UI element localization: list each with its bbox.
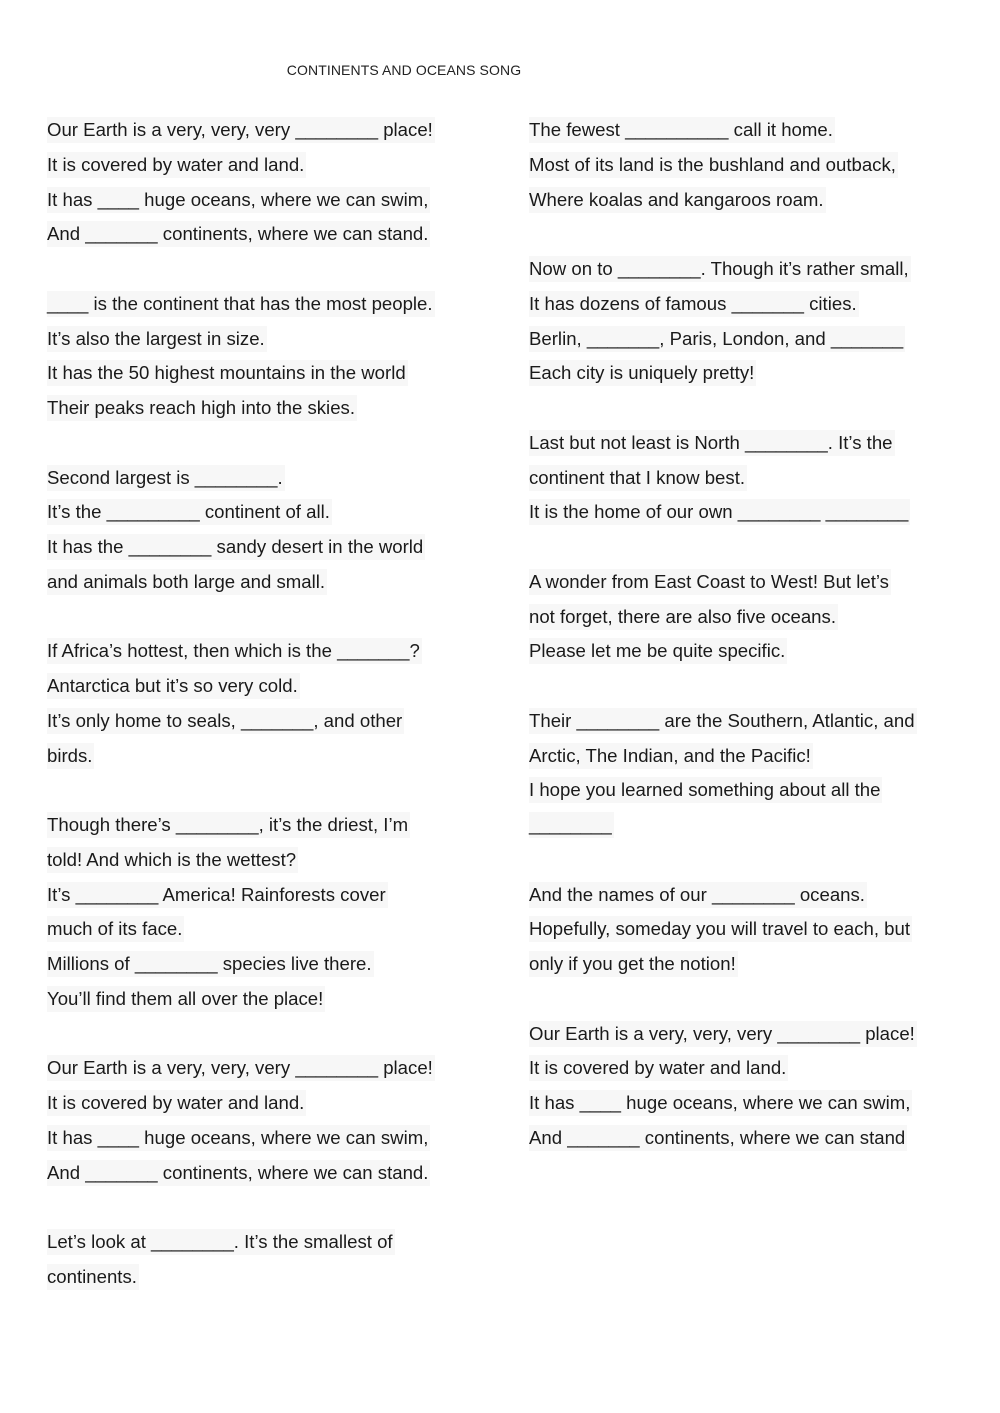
fill-in-blank-line[interactable]: And _______ continents, where we can stand.	[47, 221, 430, 247]
fill-in-blank-line[interactable]: It has ____ huge oceans, where we can swim,	[47, 187, 430, 213]
fill-in-blank-line[interactable]: Our Earth is a very, very, very ________ place!	[529, 1021, 917, 1047]
fill-in-blank-line[interactable]: Our Earth is a very, very, very ________ place!	[47, 117, 435, 143]
lyric-line: It is covered by water and land.	[47, 1090, 306, 1116]
lyric-line: I hope you learned something about all the	[529, 777, 882, 803]
lyric-line: not forget, there are also five oceans.	[529, 604, 838, 630]
lyric-line: and animals both large and small.	[47, 569, 327, 595]
lyric-line: Arctic, The Indian, and the Pacific!	[529, 743, 813, 769]
lyric-line: It’s also the largest in size.	[47, 326, 267, 352]
fill-in-blank-line[interactable]: And the names of our ________ oceans.	[529, 882, 867, 908]
fill-in-blank-line[interactable]: Now on to ________. Though it’s rather small,	[529, 256, 911, 282]
lyric-line: It is covered by water and land.	[529, 1055, 788, 1081]
lyric-line: Their peaks reach high into the skies.	[47, 395, 357, 421]
lyric-line: only if you get the notion!	[529, 951, 738, 977]
fill-in-blank-line[interactable]: The fewest __________ call it home.	[529, 117, 835, 143]
lyric-line	[529, 986, 531, 1012]
lyric-line: Please let me be quite specific.	[529, 638, 787, 664]
lyric-line	[529, 847, 531, 873]
fill-in-blank-line[interactable]: It’s only home to seals, _______, and other	[47, 708, 404, 734]
fill-in-blank-line[interactable]: Millions of ________ species live there.	[47, 951, 374, 977]
lyric-line	[529, 673, 531, 699]
fill-in-blank-line[interactable]: Our Earth is a very, very, very ________ place!	[47, 1055, 435, 1081]
fill-in-blank-line[interactable]: ________	[529, 812, 614, 838]
worksheet-title: CONTINENTS AND OCEANS SONG	[286, 62, 522, 78]
lyric-line	[47, 430, 49, 456]
fill-in-blank-line[interactable]: Let’s look at ________. It’s the smallest of	[47, 1229, 395, 1255]
lyric-line: told! And which is the wettest?	[47, 847, 298, 873]
lyric-line: Most of its land is the bushland and outback,	[529, 152, 898, 178]
lyric-line: A wonder from East Coast to West! But let’s	[529, 569, 891, 595]
lyric-line: Hopefully, someday you will travel to each, but	[529, 916, 912, 942]
lyric-line: Where koalas and kangaroos roam.	[529, 187, 826, 213]
lyric-line: It is covered by water and land.	[47, 152, 306, 178]
lyric-line	[529, 534, 531, 560]
fill-in-blank-line[interactable]: ____ is the continent that has the most people.	[47, 291, 435, 317]
fill-in-blank-line[interactable]: Second largest is ________.	[47, 465, 285, 491]
fill-in-blank-line[interactable]: It has the ________ sandy desert in the world	[47, 534, 425, 560]
lyric-line: Antarctica but it’s so very cold.	[47, 673, 300, 699]
fill-in-blank-line[interactable]: Berlin, _______, Paris, London, and _______	[529, 326, 905, 352]
lyric-line: continents.	[47, 1264, 139, 1290]
lyric-line	[529, 395, 531, 421]
fill-in-blank-line[interactable]: And _______ continents, where we can stand	[529, 1125, 907, 1151]
lyric-line	[47, 1021, 49, 1047]
fill-in-blank-line[interactable]: It has ____ huge oceans, where we can swim,	[47, 1125, 430, 1151]
fill-in-blank-line[interactable]: It’s the _________ continent of all.	[47, 499, 332, 525]
lyric-line	[47, 777, 49, 803]
fill-in-blank-line[interactable]: And _______ continents, where we can stand.	[47, 1160, 430, 1186]
fill-in-blank-line[interactable]: Though there’s ________, it’s the driest, I’m	[47, 812, 410, 838]
fill-in-blank-line[interactable]: Their ________ are the Southern, Atlantic, and	[529, 708, 917, 734]
fill-in-blank-line[interactable]: It is the home of our own ________ ________	[529, 499, 910, 525]
lyric-line	[47, 1194, 49, 1220]
fill-in-blank-line[interactable]: If Africa’s hottest, then which is the _______?	[47, 638, 422, 664]
lyric-line: much of its face.	[47, 916, 184, 942]
lyric-line	[47, 256, 49, 282]
lyric-line: continent that I know best.	[529, 465, 747, 491]
lyric-line	[47, 604, 49, 630]
lyric-line: Each city is uniquely pretty!	[529, 360, 756, 386]
fill-in-blank-line[interactable]: It’s ________ America! Rainforests cover	[47, 882, 388, 908]
fill-in-blank-line[interactable]: It has dozens of famous _______ cities.	[529, 291, 859, 317]
lyric-line: You’ll find them all over the place!	[47, 986, 325, 1012]
fill-in-blank-line[interactable]: It has ____ huge oceans, where we can swim,	[529, 1090, 912, 1116]
fill-in-blank-line[interactable]: Last but not least is North ________. It’s the	[529, 430, 895, 456]
lyric-line: It has the 50 highest mountains in the world	[47, 360, 408, 386]
lyric-line: birds.	[47, 743, 94, 769]
lyric-line	[529, 221, 531, 247]
